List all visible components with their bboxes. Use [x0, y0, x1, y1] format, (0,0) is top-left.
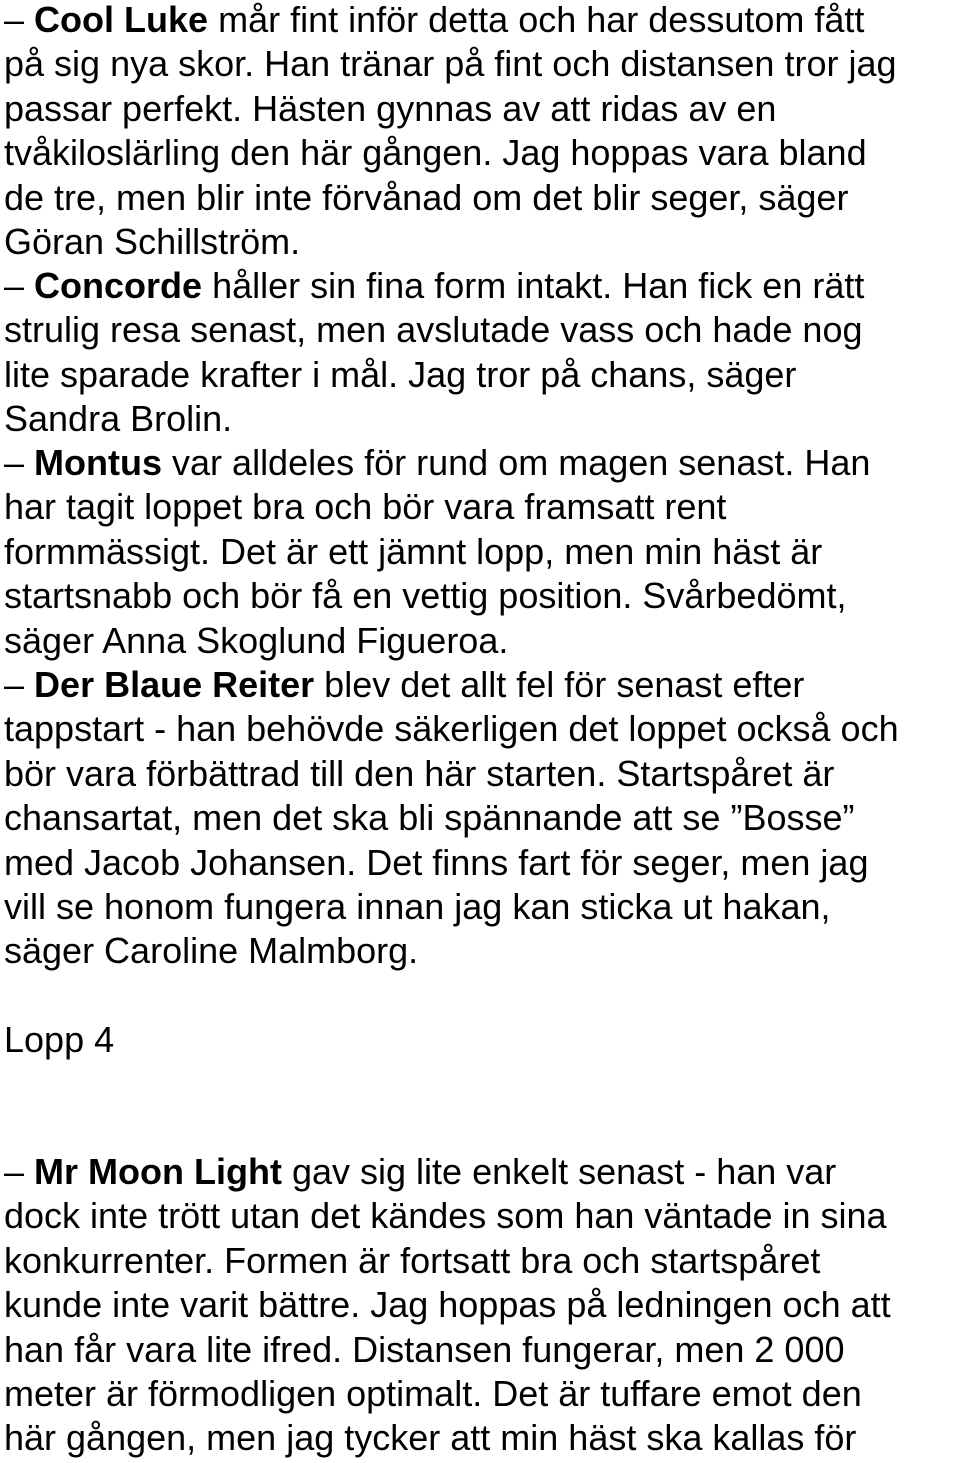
paragraph-line: meter är förmodligen optimalt. Det är tuffare emot den	[4, 1372, 862, 1414]
paragraph-line	[4, 0, 897, 42]
horse-name: Concorde	[34, 265, 203, 306]
paragraph-der-blaue-reiter	[4, 663, 899, 974]
line-text: gav sig lite enkelt senast - han var	[291, 1151, 837, 1192]
horse-name: Mr Moon Light	[34, 1151, 282, 1192]
paragraph-line: på sig nya skor. Han tränar på fint och distansen tror jag	[4, 43, 897, 85]
paragraph-line: vill se honom fungera innan jag kan sticka ut hakan,	[4, 885, 831, 927]
paragraph-montus	[4, 441, 870, 663]
paragraph-line: här gången, men jag tycker att min häst ska kallas för	[4, 1417, 857, 1459]
paragraph-line: kunde inte varit bättre. Jag hoppas på ledningen och att	[4, 1284, 891, 1326]
paragraph-line: han får vara lite ifred. Distansen fungerar, men 2 000	[4, 1328, 845, 1370]
paragraph-line: de tre, men blir inte förvånad om det blir seger, säger	[4, 176, 849, 218]
paragraph-line: lite sparade krafter i mål. Jag tror på chans, säger	[4, 353, 797, 395]
paragraph-line: Sandra Brolin.	[4, 398, 233, 440]
paragraph-line: strulig resa senast, men avslutade vass och hade nog	[4, 309, 863, 351]
paragraph-line: har tagit loppet bra och bör vara framsatt rent	[4, 486, 727, 528]
dash: –	[4, 265, 25, 306]
paragraph-line: säger Anna Skoglund Figueroa.	[4, 619, 509, 661]
paragraph-line: Göran Schillström.	[4, 220, 301, 262]
dash: –	[4, 0, 25, 40]
horse-name: Montus	[34, 442, 163, 483]
paragraph-cool-luke	[4, 0, 897, 264]
paragraph-line	[4, 441, 870, 485]
dash: –	[4, 1151, 25, 1192]
paragraph-line: konkurrenter. Formen är fortsatt bra och startspåret	[4, 1239, 821, 1281]
paragraph-line	[4, 1150, 891, 1194]
paragraph-line: chansartat, men det ska bli spännande att se ”Bosse”	[4, 797, 855, 839]
paragraph-line: säger Caroline Malmborg.	[4, 930, 419, 972]
line-text: var alldeles för rund om magen senast. Han	[172, 442, 871, 483]
dash: –	[4, 442, 25, 483]
line-text: mår fint inför detta och har dessutom fått	[218, 0, 865, 40]
paragraph-mr-moon-light	[4, 1150, 891, 1461]
dash: –	[4, 664, 25, 705]
paragraph-line	[4, 663, 899, 707]
line-text: håller sin fina form intakt. Han fick en rätt	[212, 265, 865, 306]
paragraph-line: passar perfekt. Hästen gynnas av att ridas av en	[4, 87, 777, 129]
paragraph-line	[4, 264, 864, 308]
horse-name: Der Blaue Reiter	[34, 664, 315, 705]
horse-name: Cool Luke	[34, 0, 209, 40]
paragraph-line: tappstart - han behövde säkerligen det loppet också och	[4, 708, 899, 750]
paragraph-line: med Jacob Johansen. Det finns fart för seger, men jag	[4, 841, 869, 883]
paragraph-line: startsnabb och bör få en vettig position. Svårbedömt,	[4, 575, 847, 617]
paragraph-line: formmässigt. Det är ett jämnt lopp, men min häst är	[4, 530, 823, 572]
line-text: blev det allt fel för senast efter	[324, 664, 805, 705]
paragraph-concorde	[4, 264, 864, 442]
paragraph-line: dock inte trött utan det kändes som han väntade in sina	[4, 1195, 887, 1237]
paragraph-line: bör vara förbättrad till den här starten. Startspåret är	[4, 752, 835, 794]
paragraph-line: tvåkiloslärling den här gången. Jag hoppas vara bland	[4, 132, 867, 174]
section-heading: Lopp 4	[4, 1019, 115, 1060]
